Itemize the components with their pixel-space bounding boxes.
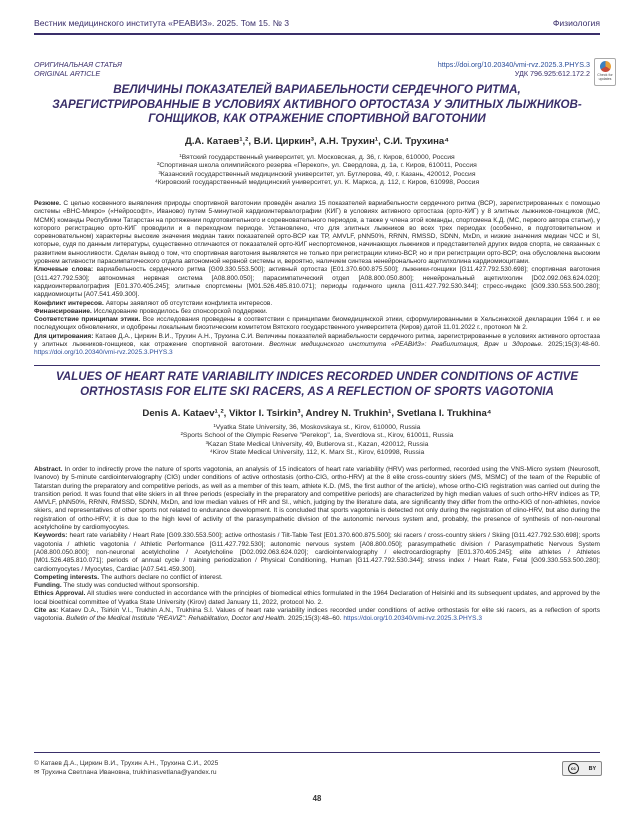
check-updates-label: Check for updates xyxy=(597,73,613,81)
article-type xyxy=(34,60,122,78)
keywords-text: heart rate variability / Heart Rate [G09.330.553.500]; active orthostasis / Tilt-Table Test [E01.370.600.875.500]; ski racers / cross-country skiers / Skiing [G11.427.792.530.698]; sports vagotonia / athletic vagotonia / Athletic Performance [G11.427.792.530]; autonomic nervous system [A08.800.050]; parasympathetic division / Parasympathetic Nervous System [A08.800.050.800]; non-neuronal acetylcholine / Acetylcholine [D02.092.063.624.020]; cardiointervalography / electrocardiography [E01.370.405.245]; elite athletes / Athletes [M01.526.485.810.071]; periods of annual cycle / training periodization / Physical Conditioning, Human [G11.427.792.530.344]; stress index / Heart Rate, Fetal [G09.330.553.500.280]; cardiomyocytes / Myocytes, Cardiac [A07.541.459.300]. xyxy=(34,532,600,573)
affiliation-item: ¹Vyatka State University, 36, Moskovskaya st., Kirov, 610000, Russia xyxy=(213,424,421,431)
cite-journal: Bulletin of the Medical Institute "REAVIZ": Rehabilitation, Doctor and Health. xyxy=(66,615,287,623)
doi-link[interactable]: https://doi.org/10.20340/vmi-rvz.2025.3.PHYS.3 xyxy=(437,60,590,69)
funding-en xyxy=(34,582,600,590)
copyright-line: © Катаев Д.А., Циркин В.И., Трухин А.Н., Трухина С.И., 2025 xyxy=(34,760,219,767)
funding-text: The study was conducted without sponsorship. xyxy=(63,582,200,590)
page-number: 48 xyxy=(312,794,322,803)
cite-text: Kataev D.A., Tsirkin V.I., Trukhin A.N., Trukhina S.I. Values of heart rate variability indices recorded under conditions of active orthostasis for elite ski racers, as a reflection of sports vagotonia. xyxy=(34,607,600,623)
cite-en xyxy=(34,607,600,624)
ethics-ru xyxy=(34,316,600,333)
conflict-label: Конфликт интересов. xyxy=(34,299,104,307)
abstract-label: Резюме. xyxy=(34,200,61,207)
funding-label: Финансирование. xyxy=(34,307,92,315)
cite-tail: 2025;15(3):48-60. xyxy=(547,341,601,349)
article-meta xyxy=(318,60,590,78)
cc-icon: cc xyxy=(568,763,579,774)
journal-header: Вестник медицинского института «РЕАВИЗ». 2025. Том 15. № 3 xyxy=(34,18,290,28)
cite-label: Cite as: xyxy=(34,607,59,615)
affiliation-item: ⁴Кировский государственный медицинский университет, ул. К. Маркса, д. 112, г. Киров, 610998, Россия xyxy=(154,179,480,187)
footer-copyright xyxy=(34,760,218,777)
article-type-en: ORIGINAL ARTICLE xyxy=(34,69,101,78)
abstract-ru-block xyxy=(34,200,600,358)
ethics-en xyxy=(34,590,600,607)
authors-en: Denis A. Kataev¹,², Viktor I. Tsirkin³, Andrey N. Trukhin¹, Svetlana I. Trukhina⁴ xyxy=(142,408,492,419)
keywords-label: Keywords: xyxy=(34,532,68,540)
cite-doi-link[interactable]: https://doi.org/10.20340/vmi-rvz.2025.3.PHYS.3 xyxy=(343,615,482,623)
abstract-ru xyxy=(34,200,600,266)
abstract-text: С целью косвенного выявления природы спортивной ваготонии проведён анализ 15 показателей вариабельности сердечного ритма (ВСР), зарегистрированных с помощью системы «ВНС-Микро» («Нейрософт», Иваново) путем 5-минутной кардиоинтервалографии (КИГ) в условиях активного ортостаза (орто-КИГ) у 8 элитных лыжников-гонщиков (МС, МСМК) команды Республики Татарстан на протяжении подготовительного и соревновательного периодов, а также у члена этой команды, спортсмена К.Д. (МС, первого автора статьи), у которого регистрацию орто-КИГ проводили и в переходном периоде. Установлено, что для элитных лыжников во всех трех периодах (особенно, в подготовительном и соревновательном) характерны высокие значения медиан таких показателей орто-ВСР как ТР, AMVLF, pNN50%, RRNN, RMSSD, SDNN, MxDn, и низкие значения медиан ЧСС и SI, которые, судя по данным литературы, существенно отличаются от показателей орто-КИГ неспортсменов, начинающих лыжников и представителей других видов спорта, не связанных с развитием выносливости. Сделан вывод о том, что спортивная ваготония выявляется не только при регистрации клино-ВСР, но и при регистрации орто-ВСР; она обусловлена высоким уровнем активности парасимпатического отдела автономной нервной системы и, вероятно, наличием синтеза ненейронального ацетилхолина кардиомиоцитами. xyxy=(34,200,600,266)
abstract-en xyxy=(34,466,600,532)
keywords-en xyxy=(34,532,600,573)
abstract-text: In order to indirectly prove the nature of sports vagotonia, an analysis of 15 indicators of heart rate variability (HRV) was performed, recorded using the VNS-Micro system (Neurosoft, Ivanovo) by 5-minute cardiointervalography (CIG) under conditions of active orthostasis (ortho-CIG, ortho-HRV) at the 8 elite cross-country skiers (MS, MSMC) of the team of the Republic of Tatarstan during the preparatory and competitive periods, as well as a member of this team, athlete K.D. (MS, the first author of the article), whose ortho-CIG registration was carried out during the transition period. It was found that elite skiers in all three periods (especially in the preparatory and competitive periods) are characterized by high median values of such ortho-HRV indices as TP, AMVLF, pNN50%, RRNN, RMSSD, SDNN, MxDn, and low median values of HR and SI., which, judging by the literature data, are significantly they differ from the ortho-KIG of non-athletes, novice skiers, and representatives of other sports not related to endurance development. It is concluded that sports vagotonia is detected not only during the registration of clino-HRV, but also during the registration of ortho-HRV; it is due to the high level of activity of the parasympathetic division of the autonomic nervous system and, probably, the presence of synthesis of non-neuronal acetylcholine by cardiomyocytes. xyxy=(34,466,600,532)
title-en: VALUES OF HEART RATE VARIABILITY INDICES RECORDED UNDER CONDITIONS OF ACTIVE ORTHOSTASIS FOR ELITE SKI RACERS, AS A REFLECTION OF SPORTS VAGOTONIA xyxy=(55,370,579,398)
ethics-text: All studies were conducted in accordance with the principles of biomedical ethics formulated in the 1964 Declaration of Helsinki and its subsequent updates, and approved by the local bioethical committee of Vyatka State University (Kirov) dated January 11, 2022, protocol No. 2. xyxy=(34,590,601,606)
affiliation-item: ³Kazan State Medical University, 49, Butlerova st., Kazan, 420012, Russia xyxy=(205,440,429,448)
running-header xyxy=(34,18,600,28)
conflict-label: Competing interests. xyxy=(34,573,100,581)
cite-tail: 2025;15(3):48–60. xyxy=(287,615,342,623)
conflict-text: The authors declare no conflict of interest. xyxy=(100,573,223,581)
cite-label: Для цитирования: xyxy=(34,332,94,340)
correspondence-line: ✉ Трухина Светлана Ивановна, trukhinasvetlana@yandex.ru xyxy=(34,768,217,776)
affiliation-item: ¹Вятский государственный университет, ул. Московская, д. 36, г. Киров, 610000, Россия xyxy=(179,154,455,161)
cite-journal: Вестник медицинского института «РЕАВИЗ»: Реабилитация, Врач и Здоровье. xyxy=(269,341,544,349)
ethics-text: Все исследования проведены в соответствии с принципами биомедицинской этики, сформулированными в Хельсинкской декларации 1964 г. и ее последующих обновлениях, и одобрены локальным биоэтическим комитетом Вятского государственного университета (Киров) датой 11.01.2022 г., протокол № 2. xyxy=(34,316,600,332)
section-header: Физиология xyxy=(552,18,600,28)
cite-ru xyxy=(34,333,600,358)
conflict-ru xyxy=(34,300,600,308)
funding-label: Funding. xyxy=(34,582,62,590)
title-ru: ВЕЛИЧИНЫ ПОКАЗАТЕЛЕЙ ВАРИАБЕЛЬНОСТИ СЕРДЕЧНОГО РИТМА, ЗАРЕГИСТРИРОВАННЫЕ В УСЛОВИЯХ АКТИВНОГО ОРТОСТАЗА У ЭЛИТНЫХ ЛЫЖНИКОВ-ГОНЩИКОВ, КАК ОТРАЖЕНИЕ СПОРТИВНОЙ ВАГОТОНИИ xyxy=(52,83,582,126)
ethics-label: Соответствие принципам этики. xyxy=(34,316,141,324)
affiliations-ru xyxy=(30,154,604,188)
check-updates-badge[interactable] xyxy=(594,58,616,86)
affiliation-item: ⁴Kirov State Medical University, 112, K. Marx St., Kirov, 610998, Russia xyxy=(209,449,425,457)
funding-ru xyxy=(34,308,600,316)
keywords-label: Ключевые слова: xyxy=(34,266,94,274)
cc-license-label: BY xyxy=(588,765,597,772)
funding-text: Исследование проводилось без спонсорской поддержки. xyxy=(93,307,268,315)
affiliation-item: ²Sports School of the Olympic Reserve "Perekop", 1a, Sverdlova st., Kirov, 610011, Russia xyxy=(180,432,454,440)
abstract-en-block xyxy=(34,466,600,624)
crossmark-icon xyxy=(600,61,611,72)
keywords-text: вариабельность сердечного ритма [G09.330.553.500]; активный ортостаз [E01.370.600.875.500]; лыжники-гонщики [G11.427.792.530.698]; спортивная ваготония [G11.427.792.530]; автономная нервная система [A08.800.050]; парасимпатический отдел [A08.800.050.800]; ненейрональный ацетилхолин [D02.092.063.624.020]; кардиоинтервалография [E01.370.405.245]; элитные спортсмены [M01.526.485.810.071]; периоды годичного цикла [G11.427.792.530.344]; стресс-индекс [G09.330.553.500.280]; кардиомиоциты [A07.541.459.300]. xyxy=(34,266,600,299)
ethics-label: Ethics Approval. xyxy=(34,590,86,598)
udc-code: УДК 796.925:612.172.2 xyxy=(514,69,590,78)
article-type-ru: ОРИГИНАЛЬНАЯ СТАТЬЯ xyxy=(34,60,122,69)
keywords-ru xyxy=(34,266,600,299)
cite-doi-link[interactable]: https://doi.org/10.20340/vmi-rvz.2025.3.PHYS.3 xyxy=(34,349,173,357)
section-divider xyxy=(34,365,600,366)
authors-ru: Д.А. Катаев¹,², В.И. Циркин³, А.Н. Трухин¹, С.И. Трухина⁴ xyxy=(184,136,450,147)
affiliation-item: ²Спортивная школа олимпийского резерва «Перекоп», ул. Свердлова, д. 1а, г. Киров, 610011, Россия xyxy=(157,162,477,170)
cc-license-badge[interactable] xyxy=(562,761,602,776)
conflict-en xyxy=(34,574,600,582)
cite-text: Катаев Д.А., Циркин В.И., Трухин А.Н., Трухина С.И. Величины показателей вариабельности сердечного ритма, зарегистрированные в условиях активного ортостаза у элитных лыжников-гонщиков, как отражение спортивной ваготонии. xyxy=(34,332,600,349)
abstract-label: Abstract. xyxy=(34,466,63,473)
footer-divider xyxy=(34,752,600,753)
affiliations-en xyxy=(30,424,604,458)
header-rule xyxy=(34,33,600,35)
conflict-text: Авторы заявляют об отсутствии конфликта интересов. xyxy=(105,299,273,307)
affiliation-item: ³Казанский государственный медицинский университет, ул. Бутлерова, 49, г. Казань, 420012, Россия xyxy=(158,170,476,178)
